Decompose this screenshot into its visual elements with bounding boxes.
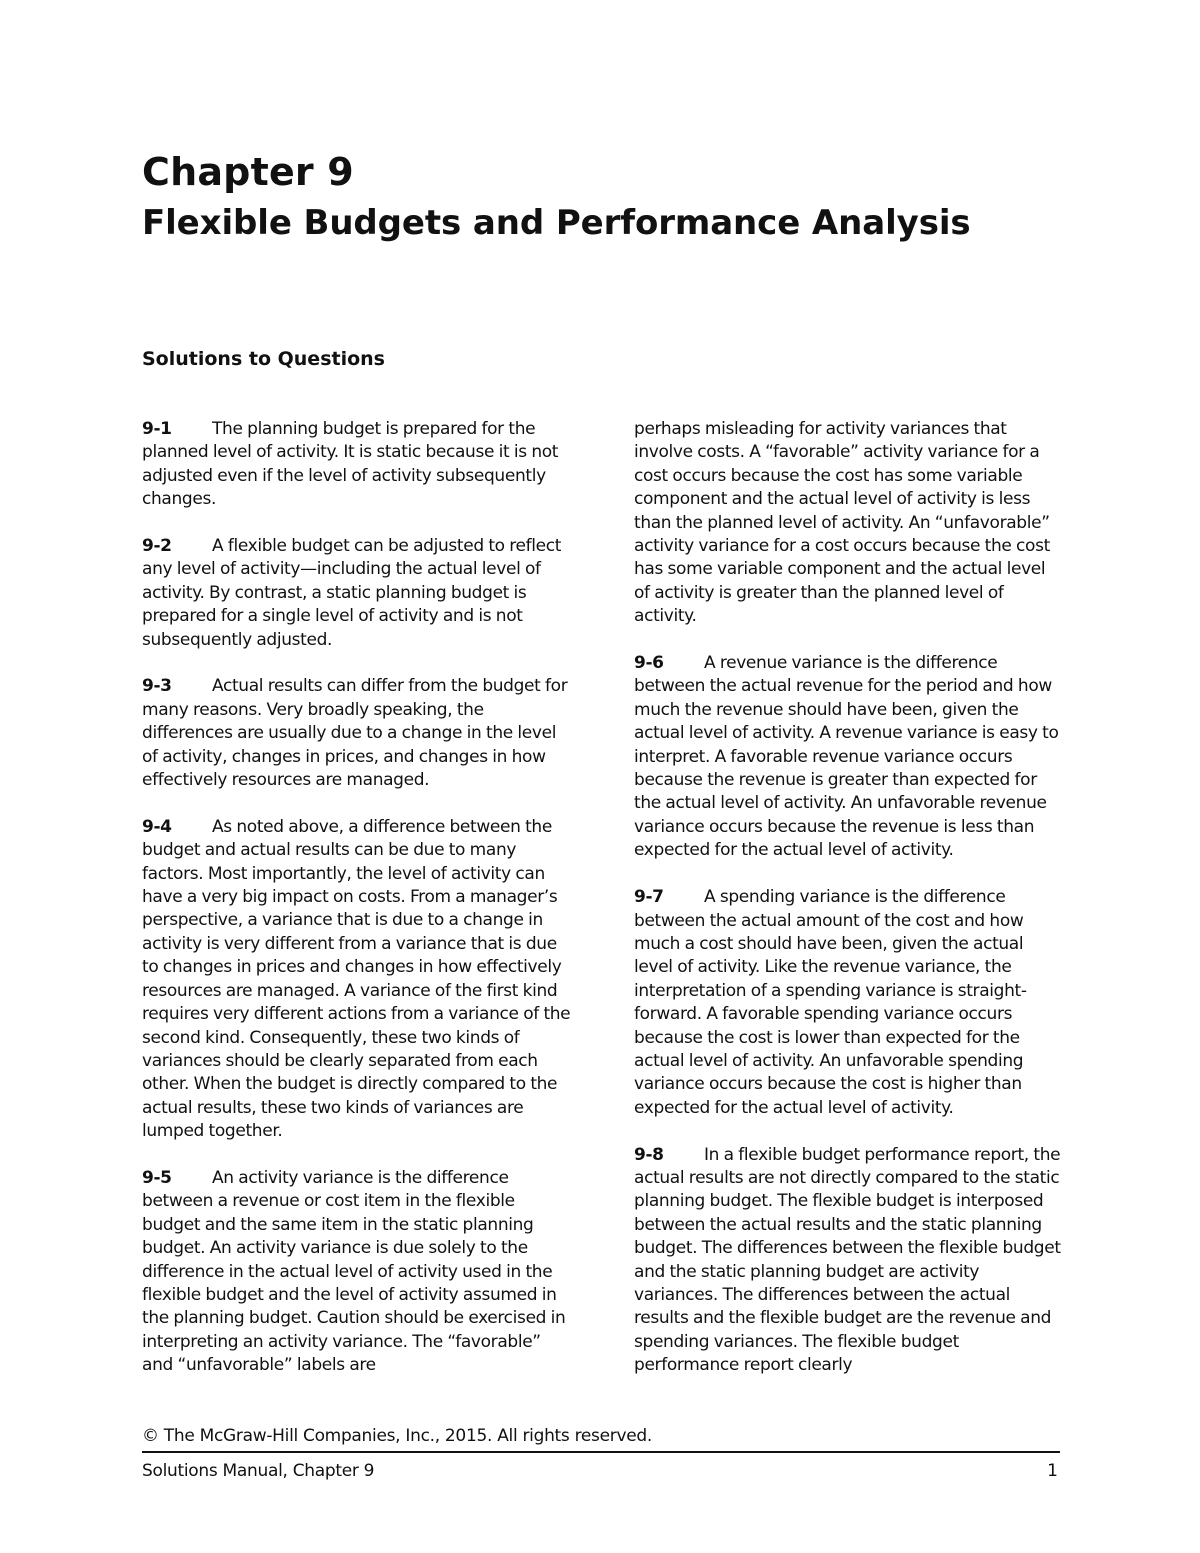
question-9-4 bbox=[142, 816, 572, 1144]
copyright-notice: © The McGraw-Hill Companies, Inc., 2015. All rights reserved. bbox=[142, 1426, 652, 1446]
question-9-6 bbox=[634, 652, 1064, 863]
answer-text: A revenue variance is the difference between the actual revenue for the period and how much the revenue should have been, given the actual level of activity. A revenue variance is easy to interpret. A favorable revenue variance occurs because the revenue is greater than expected for the actual level of activity. An unfavorable revenue variance occurs because the revenue is less than expected for the actual level of activity. bbox=[634, 653, 1059, 861]
running-footer-title: Solutions Manual, Chapter 9 bbox=[142, 1461, 375, 1481]
question-number: 9-8 bbox=[634, 1144, 664, 1165]
answer-text: Actual results can differ from the budget for many reasons. Very broadly speaking, the differences are usually due to a change in the level of activity, changes in prices, and changes in how effectively resources are managed. bbox=[142, 676, 568, 791]
page-number: 1 bbox=[1047, 1461, 1058, 1481]
chapter-subtitle: Flexible Budgets and Performance Analysis bbox=[142, 203, 971, 243]
question-9-2 bbox=[142, 535, 572, 652]
left-text-column bbox=[142, 418, 572, 1401]
question-number: 9-5 bbox=[142, 1167, 172, 1188]
question-9-7 bbox=[634, 886, 1064, 1120]
question-9-8 bbox=[634, 1144, 1064, 1378]
right-text-column bbox=[634, 418, 1064, 1401]
section-heading: Solutions to Questions bbox=[142, 348, 385, 370]
answer-text: perhaps misleading for activity variances that involve costs. A “favorable” activity variance for a cost occurs because the cost has some variable component and the actual level of activity is less than the planned level of activity. An “unfavorable” activity variance for a cost occurs because the cost has some variable component and the actual level of activity is greater than the planned level of activity. bbox=[634, 419, 1050, 627]
question-number: 9-1 bbox=[142, 419, 172, 439]
footer-divider bbox=[142, 1451, 1060, 1453]
question-9-5 bbox=[142, 1167, 572, 1378]
answer-text: A spending variance is the difference between the actual amount of the cost and how much a cost should have been, given the actual level of activity. Like the revenue variance, the interpretation of a spending variance is straight-forward. A favorable spending variance occurs because the cost is lower than expected for the actual level of activity. An unfavorable spending variance occurs because the cost is higher than expected for the actual level of activity. bbox=[634, 887, 1027, 1118]
question-number: 9-3 bbox=[142, 676, 172, 697]
answer-text: In a flexible budget performance report, the actual results are not directly compared to the static planning budget. The flexible budget is interposed between the actual results and the static planning budget. The differences between the flexible budget and the static planning budget are activity variances. The differences between the actual results and the flexible budget are the revenue and spending variances. The flexible budget performance report clearly bbox=[634, 1144, 1061, 1376]
question-number: 9-6 bbox=[634, 653, 664, 674]
answer-text: An activity variance is the difference between a revenue or cost item in the flexible budget and the same item in the static planning budget. An activity variance is due solely to the difference in the actual level of activity used in the flexible budget and the level of activity assumed in the planning budget. Caution should be exercised in interpreting an activity variance. The “favorable” and “unfavorable” labels are bbox=[142, 1167, 566, 1376]
question-number: 9-7 bbox=[634, 887, 664, 908]
question-number: 9-2 bbox=[142, 536, 172, 557]
answer-text: The planning budget is prepared for the planned level of activity. It is static because it is not adjusted even if the level of activity subsequently changes. bbox=[142, 419, 559, 510]
question-9-5-continued bbox=[634, 418, 1064, 629]
question-9-3 bbox=[142, 675, 572, 792]
question-9-1 bbox=[142, 418, 572, 512]
question-number: 9-4 bbox=[142, 816, 172, 837]
answer-text: As noted above, a difference between the budget and actual results can be due to many factors. Most importantly, the level of activity can have a very big impact on costs. From a manager’s perspective, a variance that is due to a change in activity is very different from a variance that is due to changes in prices and changes in how effectively resources are managed. A variance of the first kind requires very different actions from a variance of the second kind. Consequently, these two kinds of variances should be clearly separated from each other. When the budget is directly compared to the actual results, these two kinds of variances are lumped together. bbox=[142, 816, 571, 1142]
answer-text: A flexible budget can be adjusted to reflect any level of activity—including the actual level of activity. By contrast, a static planning budget is prepared for a single level of activity and is not subsequently adjusted. bbox=[142, 536, 562, 650]
chapter-title: Chapter 9 bbox=[142, 150, 354, 194]
